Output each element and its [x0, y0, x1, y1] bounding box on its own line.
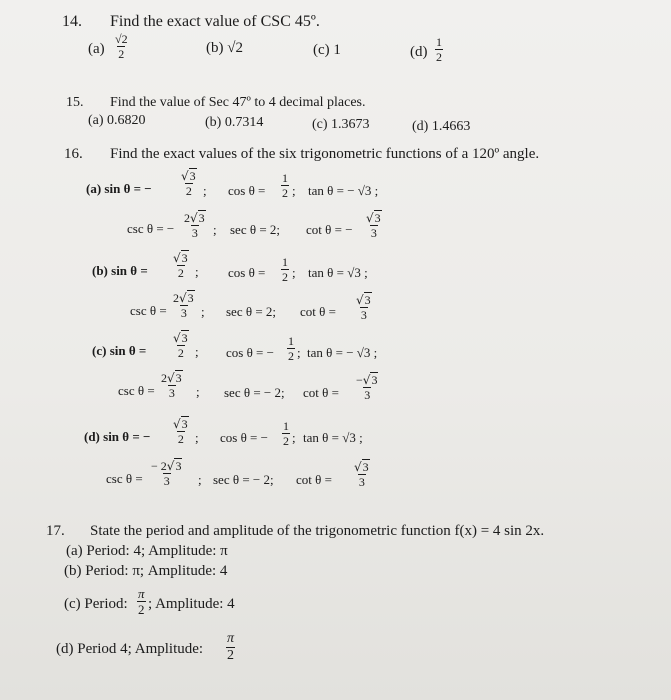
- q17-option-c-label: (c) Period:: [64, 596, 128, 612]
- q16d-csc: csc θ =: [106, 471, 143, 486]
- q16c-sin-value: $\frac{√3}{2}$: [173, 331, 188, 360]
- q16a-sin-sep: ;: [203, 183, 207, 198]
- q16c-cot-value: $\frac{-√3}{3}$: [356, 373, 378, 402]
- q16b-cos-value: $\frac{1}{2}$: [282, 255, 288, 284]
- q16d-sec: sec θ = − 2;: [213, 472, 274, 487]
- q17-option-d-label: (d) Period 4; Amplitude:: [56, 641, 204, 657]
- q14-option-d-value: $\frac{1}{2}$: [436, 35, 442, 64]
- q16d-sin-sep: ;: [195, 430, 199, 445]
- q17-option-b: (b) Period: π; Amplitude: 4: [64, 563, 228, 579]
- q16d-cot: cot θ =: [296, 472, 332, 487]
- q16d-csc-value: $\frac{- 2√3}{3}$: [151, 459, 182, 488]
- q16c-csc: csc θ =: [118, 383, 155, 398]
- q16b-sin: (b) sin θ =: [92, 263, 148, 278]
- q14-option-b: (b) √2: [206, 40, 243, 56]
- q16a-csc-sep: ;: [213, 222, 217, 237]
- q16c-tan: tan θ = − √3 ;: [307, 345, 378, 360]
- q16b-sin-sep: ;: [195, 264, 199, 279]
- q16d-cot-value: $\frac{√3}{3}$: [354, 460, 369, 489]
- q16d-cos-value: $\frac{1}{2}$: [283, 419, 289, 448]
- q16c-cos-value: $\frac{1}{2}$: [288, 334, 294, 363]
- q16d-sin-value: $\frac{√3}{2}$: [173, 417, 188, 446]
- q17-number: 17.: [46, 523, 65, 539]
- q16c-cos: cos θ = −: [226, 345, 274, 360]
- q16d-tan: tan θ = √3 ;: [303, 430, 363, 445]
- q16b-sec: sec θ = 2;: [226, 304, 277, 319]
- q16a-sin-value: $\frac{√3}{2}$: [181, 169, 196, 198]
- q16c-csc-sep: ;: [196, 384, 200, 399]
- q16b-sin-value: $\frac{√3}{2}$: [173, 251, 188, 280]
- q16a-cos: cos θ =: [228, 183, 266, 198]
- q16c-cos-sep: ;: [297, 345, 301, 360]
- q16d-sin: (d) sin θ = −: [84, 429, 151, 444]
- q14-option-a-label: (a): [88, 41, 105, 57]
- q14-option-a-value: $\frac{√2}{2}$: [115, 32, 128, 61]
- q16a-csc: csc θ = −: [127, 221, 175, 236]
- q16b-cos-sep: ;: [292, 265, 296, 280]
- q17-option-c-rest: ; Amplitude: 4: [148, 596, 235, 612]
- q16b-csc-value: $\frac{2√3}{3}$: [173, 291, 194, 320]
- q17-question: State the period and amplitude of the trigonometric function f(x) = 4 sin 2x.: [90, 523, 545, 539]
- q16b-csc-sep: ;: [201, 304, 205, 319]
- q16a-cot: cot θ = −: [306, 222, 353, 237]
- q16d-csc-sep: ;: [198, 472, 202, 487]
- q15-option-c: (c) 1.3673: [312, 117, 370, 132]
- q16c-csc-value: $\frac{2√3}{3}$: [161, 371, 182, 400]
- q16-question: Find the exact values of the six trigonometric functions of a 120º angle.: [110, 146, 540, 162]
- q16c-sec: sec θ = − 2;: [224, 385, 285, 400]
- q16c-sin: (c) sin θ =: [92, 343, 147, 358]
- q14-option-c: (c) 1: [313, 42, 341, 58]
- q15-question: Find the value of Sec 47º to 4 decimal places.: [110, 95, 366, 110]
- q16b-cot-value: $\frac{√3}{3}$: [356, 293, 371, 322]
- q16d-cos-sep: ;: [292, 430, 296, 445]
- q15-option-d: (d) 1.4663: [412, 119, 471, 134]
- q17-option-d-value: $\frac{\pi}{2}$: [227, 631, 235, 663]
- q16c-sin-sep: ;: [195, 344, 199, 359]
- q15-option-b: (b) 0.7314: [205, 115, 264, 130]
- q16-number: 16.: [64, 146, 83, 162]
- q15-number: 15.: [66, 95, 84, 110]
- q16b-tan: tan θ = √3 ;: [308, 265, 368, 280]
- q14-option-d-label: (d): [410, 44, 428, 60]
- q15-option-a: (a) 0.6820: [88, 113, 146, 128]
- q16d-cos: cos θ = −: [220, 430, 268, 445]
- q14-question: Find the exact value of CSC 45º.: [110, 13, 320, 30]
- q17-option-a: (a) Period: 4; Amplitude: π: [66, 543, 228, 559]
- q16b-cos: cos θ =: [228, 265, 266, 280]
- q16a-cos-sep: ;: [292, 183, 296, 198]
- q16a-sin: (a) sin θ = −: [86, 181, 152, 196]
- q16b-csc: csc θ =: [130, 303, 167, 318]
- q16a-csc-value: $\frac{2√3}{3}$: [184, 211, 205, 240]
- q16a-cos-value: $\frac{1}{2}$: [282, 171, 288, 200]
- q16a-sec: sec θ = 2;: [230, 222, 281, 237]
- q17-option-c-value: $\frac{\pi}{2}$: [138, 586, 145, 617]
- q16a-cot-value: $\frac{√3}{3}$: [366, 211, 381, 240]
- q14-number: 14.: [62, 13, 82, 30]
- q16b-cot: cot θ =: [300, 304, 336, 319]
- q16a-tan: tan θ = − √3 ;: [308, 183, 379, 198]
- q16c-cot: cot θ =: [303, 385, 339, 400]
